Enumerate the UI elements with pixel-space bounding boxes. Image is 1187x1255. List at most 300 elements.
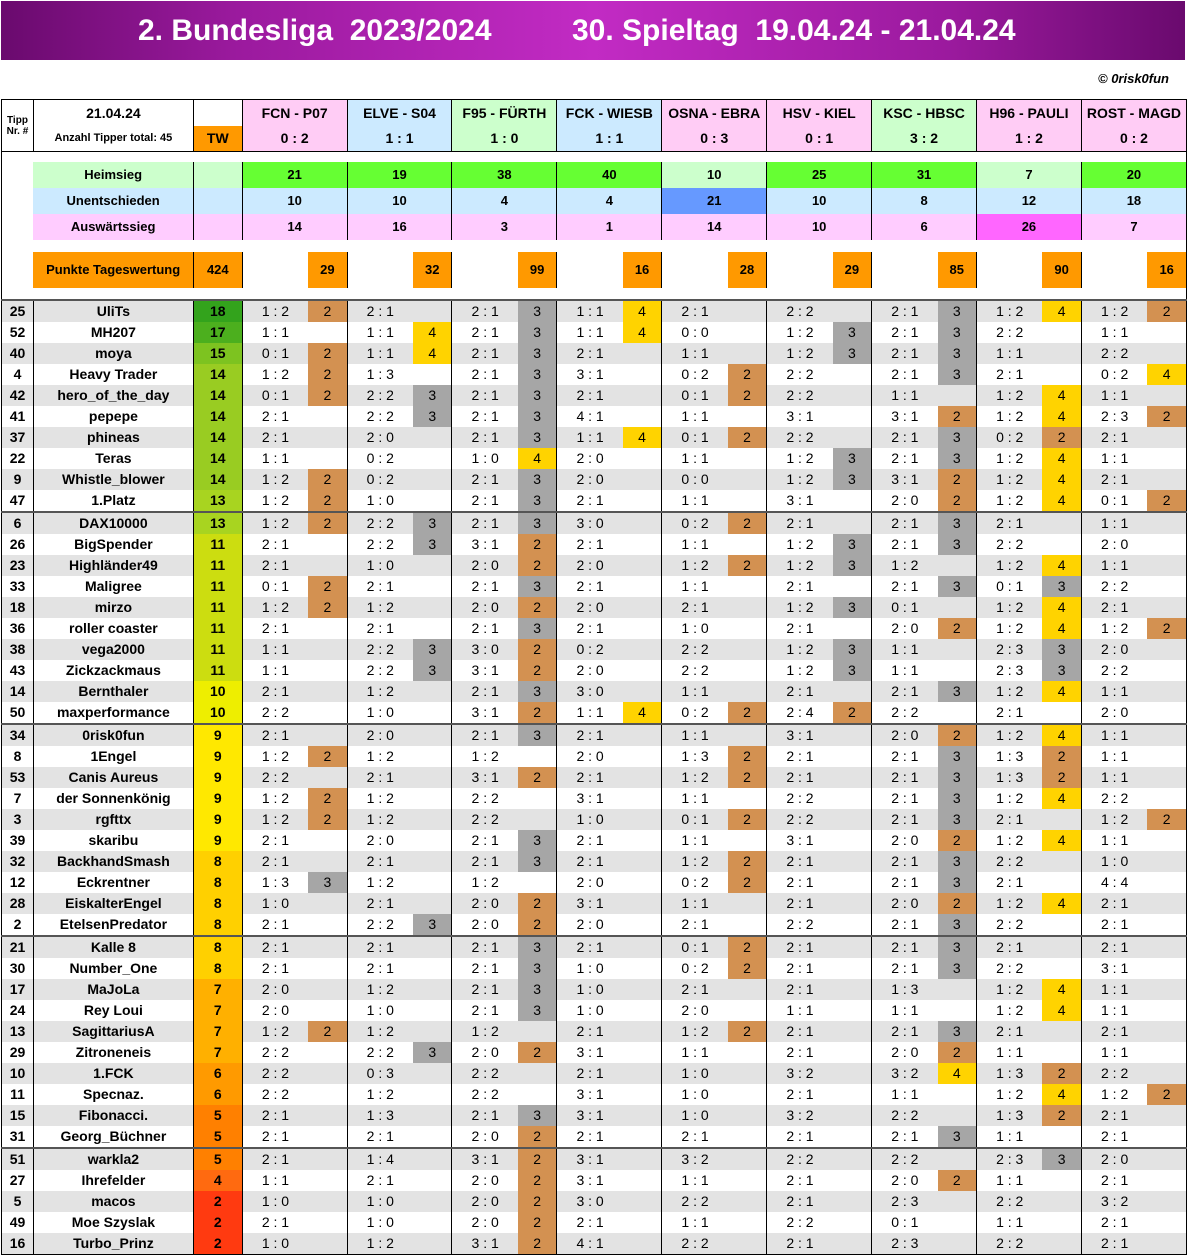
tipper-name: Canis Aureus	[33, 767, 193, 788]
tip-score: 2 : 1	[242, 534, 308, 555]
tip-points: 3	[518, 490, 557, 512]
tip-points: 2	[308, 512, 347, 534]
tip-points	[518, 1021, 557, 1042]
tip-score: 1 : 0	[347, 1000, 413, 1021]
punkte-match: 32	[413, 252, 452, 288]
tip-score: 2 : 1	[347, 576, 413, 597]
tip-score: 2 : 1	[767, 1191, 833, 1212]
tip-points: 4	[1042, 406, 1081, 427]
tip-score: 2 : 2	[1081, 788, 1147, 809]
tip-points	[1042, 322, 1081, 343]
tip-points	[413, 1084, 452, 1105]
tip-score: 2 : 1	[767, 872, 833, 893]
tip-points	[518, 788, 557, 809]
punkte-match: 90	[1042, 252, 1081, 288]
tip-points	[728, 1105, 767, 1126]
tip-score: 1 : 0	[557, 809, 623, 830]
tip-score: 3 : 0	[557, 681, 623, 702]
tip-points	[1147, 427, 1186, 448]
tip-score: 2 : 1	[767, 1042, 833, 1063]
tip-points: 2	[1147, 809, 1186, 830]
tip-points	[728, 597, 767, 618]
tipper-name: Zickzackmaus	[33, 660, 193, 681]
tip-score: 2 : 0	[872, 893, 938, 914]
punkte-match: 28	[728, 252, 767, 288]
tip-score: 2 : 2	[452, 1063, 518, 1084]
tip-score: 1 : 2	[242, 469, 308, 490]
tip-score: 2 : 2	[977, 1233, 1043, 1255]
tip-score: 2 : 0	[872, 1170, 938, 1191]
tip-points	[938, 1000, 977, 1021]
tip-score: 2 : 2	[767, 788, 833, 809]
tip-points	[1042, 512, 1081, 534]
tipper-name: Specnaz.	[33, 1084, 193, 1105]
tip-points	[623, 830, 662, 851]
tip-score: 0 : 2	[662, 872, 728, 893]
tipper-score: 5	[193, 1126, 242, 1148]
tip-score: 1 : 1	[1081, 1000, 1147, 1021]
tipper-score: 15	[193, 343, 242, 364]
tip-score: 3 : 1	[1081, 958, 1147, 979]
tip-score: 0 : 2	[347, 469, 413, 490]
tip-points	[413, 300, 452, 322]
tip-score: 2 : 2	[767, 427, 833, 448]
tip-points: 3	[518, 618, 557, 639]
tip-points: 2	[308, 788, 347, 809]
table-row	[2, 322, 1187, 343]
tip-points	[308, 406, 347, 427]
tip-points: 4	[518, 448, 557, 469]
tip-score: 0 : 1	[242, 343, 308, 364]
tipper-nr: 5	[2, 1191, 34, 1212]
tip-score: 2 : 1	[872, 448, 938, 469]
table-row	[2, 1233, 1187, 1255]
tip-points	[938, 639, 977, 660]
tip-score: 2 : 1	[347, 767, 413, 788]
tip-score: 2 : 1	[1081, 427, 1147, 448]
unentschieden-count: 4	[452, 188, 557, 214]
tip-score: 2 : 1	[662, 979, 728, 1000]
tip-score: 0 : 1	[662, 936, 728, 958]
tip-score: 1 : 2	[977, 788, 1043, 809]
table-row	[2, 830, 1187, 851]
tip-score: 1 : 1	[1081, 555, 1147, 576]
tip-score: 2 : 1	[872, 914, 938, 936]
tip-points: 4	[1147, 364, 1186, 385]
tip-points: 4	[1042, 724, 1081, 746]
tip-score: 2 : 0	[872, 724, 938, 746]
tip-points	[1042, 914, 1081, 936]
tip-score: 0 : 2	[1081, 364, 1147, 385]
tipper-name: Teras	[33, 448, 193, 469]
tip-points: 4	[1042, 490, 1081, 512]
tip-points: 2	[308, 597, 347, 618]
tip-points: 2	[1042, 1063, 1081, 1084]
tip-points	[308, 534, 347, 555]
tip-points: 2	[728, 851, 767, 872]
tip-score: 1 : 1	[557, 300, 623, 322]
tip-points: 4	[623, 300, 662, 322]
tip-points	[728, 681, 767, 702]
tipper-name: Maligree	[33, 576, 193, 597]
tip-points	[728, 300, 767, 322]
tip-points: 3	[518, 576, 557, 597]
tip-points	[413, 851, 452, 872]
table-row	[2, 914, 1187, 936]
tip-score: 2 : 1	[1081, 1233, 1147, 1255]
tip-points: 2	[728, 958, 767, 979]
tip-score: 1 : 1	[242, 448, 308, 469]
tip-score: 2 : 1	[872, 322, 938, 343]
tip-points: 2	[833, 702, 872, 724]
tip-score: 3 : 1	[557, 1105, 623, 1126]
tip-score: 1 : 2	[977, 1084, 1043, 1105]
auswaertssieg-count: 16	[347, 214, 452, 240]
tip-points	[833, 830, 872, 851]
tip-score: 2 : 2	[347, 406, 413, 427]
tip-points	[623, 872, 662, 893]
tip-points: 2	[1147, 618, 1186, 639]
unentschieden-count: 10	[767, 188, 872, 214]
tip-points	[833, 618, 872, 639]
tipper-score: 14	[193, 406, 242, 427]
tip-score: 2 : 2	[662, 639, 728, 660]
table-row	[2, 724, 1187, 746]
tip-score: 2 : 1	[872, 427, 938, 448]
tip-score: 2 : 1	[767, 1233, 833, 1255]
tip-points: 4	[1042, 385, 1081, 406]
tip-points: 3	[833, 639, 872, 660]
tip-points: 3	[518, 469, 557, 490]
tip-score: 1 : 0	[557, 958, 623, 979]
tip-points: 2	[518, 1233, 557, 1255]
tip-points	[833, 576, 872, 597]
tip-points	[938, 1191, 977, 1212]
tip-score: 3 : 0	[557, 512, 623, 534]
tip-points: 2	[308, 576, 347, 597]
tip-points	[413, 1170, 452, 1191]
tip-points	[308, 1148, 347, 1170]
tip-points	[833, 1212, 872, 1233]
tip-points: 2	[728, 702, 767, 724]
tipper-score: 8	[193, 893, 242, 914]
tip-points: 3	[518, 724, 557, 746]
tip-score: 2 : 2	[242, 767, 308, 788]
tip-score: 2 : 3	[977, 639, 1043, 660]
tip-points	[1147, 830, 1186, 851]
league-title: 2. Bundesliga 2023/2024	[138, 14, 492, 47]
tip-points	[623, 1105, 662, 1126]
tip-points	[1147, 469, 1186, 490]
tip-score: 2 : 1	[767, 576, 833, 597]
tip-points	[833, 1126, 872, 1148]
heimsieg-count: 20	[1081, 162, 1186, 188]
tip-score: 2 : 3	[977, 1148, 1043, 1170]
tip-points: 2	[308, 469, 347, 490]
tip-points: 2	[518, 1126, 557, 1148]
tip-points: 3	[518, 979, 557, 1000]
tip-points: 4	[1042, 788, 1081, 809]
tip-score: 3 : 2	[767, 1105, 833, 1126]
table-row	[2, 1148, 1187, 1170]
tip-score: 2 : 0	[557, 448, 623, 469]
tip-points	[1147, 702, 1186, 724]
tip-score: 1 : 1	[242, 660, 308, 681]
tipper-nr: 12	[2, 872, 34, 893]
tip-points	[938, 385, 977, 406]
tip-score: 1 : 2	[977, 555, 1043, 576]
tip-points	[308, 936, 347, 958]
tip-points	[1147, 534, 1186, 555]
tip-score: 1 : 1	[872, 1084, 938, 1105]
tip-points	[413, 1126, 452, 1148]
tip-points	[833, 1191, 872, 1212]
tipper-name: Highländer49	[33, 555, 193, 576]
tip-score: 2 : 1	[242, 618, 308, 639]
tip-score: 2 : 1	[872, 809, 938, 830]
tip-score: 2 : 1	[767, 936, 833, 958]
tip-points: 2	[308, 490, 347, 512]
tip-score: 2 : 1	[662, 914, 728, 936]
tip-points: 2	[728, 872, 767, 893]
tip-score: 2 : 2	[767, 1148, 833, 1170]
tip-score: 2 : 2	[767, 809, 833, 830]
tip-points	[1147, 660, 1186, 681]
tip-score: 1 : 2	[662, 851, 728, 872]
tip-score: 2 : 1	[557, 343, 623, 364]
tipper-nr: 31	[2, 1126, 34, 1148]
tip-points: 4	[1042, 1000, 1081, 1021]
tipper-nr: 51	[2, 1148, 34, 1170]
tip-points	[518, 1084, 557, 1105]
tip-score: 2 : 1	[452, 1105, 518, 1126]
tip-score: 2 : 2	[242, 1042, 308, 1063]
tip-score: 2 : 1	[347, 618, 413, 639]
tipper-name: Georg_Büchner	[33, 1126, 193, 1148]
tip-score: 2 : 0	[452, 1126, 518, 1148]
tip-score: 1 : 2	[977, 448, 1043, 469]
tipper-nr: 16	[2, 1233, 34, 1255]
tip-score: 2 : 1	[872, 958, 938, 979]
tip-points	[938, 1105, 977, 1126]
tip-score: 1 : 2	[767, 534, 833, 555]
tip-score: 2 : 1	[662, 300, 728, 322]
tip-points: 3	[938, 851, 977, 872]
date-label: 21.04.24	[33, 100, 193, 126]
tipper-score: 11	[193, 555, 242, 576]
tipper-nr: 43	[2, 660, 34, 681]
tip-points	[728, 893, 767, 914]
tip-points	[413, 1000, 452, 1021]
tip-score: 2 : 1	[662, 597, 728, 618]
tip-score: 2 : 1	[767, 1084, 833, 1105]
tip-points	[1042, 702, 1081, 724]
tip-points	[728, 406, 767, 427]
tip-score: 3 : 0	[557, 1191, 623, 1212]
tip-score: 1 : 2	[977, 724, 1043, 746]
tip-score: 1 : 0	[347, 555, 413, 576]
tip-points: 3	[1042, 660, 1081, 681]
tip-points	[623, 385, 662, 406]
tip-points: 3	[938, 576, 977, 597]
tip-points	[1147, 1233, 1186, 1255]
tip-points: 2	[728, 512, 767, 534]
tip-points	[938, 1084, 977, 1105]
tip-points	[728, 660, 767, 681]
tip-points: 3	[518, 851, 557, 872]
tip-score: 2 : 0	[557, 469, 623, 490]
table-row	[2, 979, 1187, 1000]
tip-points: 3	[938, 322, 977, 343]
tipper-nr: 7	[2, 788, 34, 809]
tip-points: 3	[518, 830, 557, 851]
tip-score: 1 : 2	[347, 1021, 413, 1042]
tip-score: 2 : 1	[977, 702, 1043, 724]
tip-points	[308, 1191, 347, 1212]
tipper-name: macos	[33, 1191, 193, 1212]
tip-points: 3	[1042, 576, 1081, 597]
tip-score: 0 : 3	[347, 1063, 413, 1084]
tip-points	[728, 576, 767, 597]
table-row	[2, 490, 1187, 512]
tip-points	[623, 639, 662, 660]
tipper-name: EtelsenPredator	[33, 914, 193, 936]
tw-header-top	[193, 100, 242, 126]
tip-score: 2 : 2	[767, 1212, 833, 1233]
tip-points	[623, 936, 662, 958]
table-row	[2, 512, 1187, 534]
tip-score: 2 : 1	[1081, 597, 1147, 618]
tipper-score: 8	[193, 936, 242, 958]
table-row	[2, 555, 1187, 576]
tip-score: 2 : 1	[872, 300, 938, 322]
tip-points: 2	[518, 1191, 557, 1212]
tip-points	[728, 1148, 767, 1170]
tip-points: 3	[518, 300, 557, 322]
tip-score: 1 : 1	[1081, 979, 1147, 1000]
tipper-nr: 38	[2, 639, 34, 660]
tip-points: 3	[938, 872, 977, 893]
tip-score: 3 : 1	[872, 469, 938, 490]
tip-score: 0 : 2	[662, 364, 728, 385]
tip-score: 2 : 2	[242, 1084, 308, 1105]
heimsieg-count: 40	[557, 162, 662, 188]
tip-score: 1 : 2	[1081, 300, 1147, 322]
table-row	[2, 343, 1187, 364]
table-row	[2, 746, 1187, 767]
tip-points: 3	[938, 746, 977, 767]
tip-score: 2 : 1	[452, 512, 518, 534]
tip-points	[1042, 1170, 1081, 1191]
tipper-score: 10	[193, 702, 242, 724]
tip-points	[413, 1063, 452, 1084]
tipper-name: phineas	[33, 427, 193, 448]
tip-points	[833, 1105, 872, 1126]
tip-score: 3 : 1	[452, 702, 518, 724]
tip-score: 2 : 1	[242, 914, 308, 936]
table-row	[2, 364, 1187, 385]
tipper-nr: 33	[2, 576, 34, 597]
tip-points: 2	[728, 746, 767, 767]
tip-points	[1147, 1170, 1186, 1191]
tip-points: 2	[938, 490, 977, 512]
tipper-nr: 36	[2, 618, 34, 639]
tip-score: 2 : 1	[557, 1021, 623, 1042]
tip-score: 2 : 2	[977, 534, 1043, 555]
tip-score: 2 : 1	[977, 364, 1043, 385]
tip-score: 2 : 1	[767, 851, 833, 872]
tip-points	[413, 427, 452, 448]
table-row	[2, 1021, 1187, 1042]
tip-points: 2	[1147, 490, 1186, 512]
tip-points	[728, 724, 767, 746]
tip-score: 2 : 2	[452, 1084, 518, 1105]
tip-score: 0 : 1	[662, 427, 728, 448]
tip-points	[728, 618, 767, 639]
tipper-nr: 17	[2, 979, 34, 1000]
tip-score: 2 : 2	[767, 914, 833, 936]
tipper-score: 7	[193, 1021, 242, 1042]
tip-points	[1042, 1212, 1081, 1233]
tip-score: 1 : 2	[767, 555, 833, 576]
tip-points: 3	[938, 448, 977, 469]
tip-score: 1 : 2	[977, 979, 1043, 1000]
tip-points	[623, 406, 662, 427]
table-row	[2, 660, 1187, 681]
tip-score: 0 : 2	[662, 702, 728, 724]
tip-points	[623, 555, 662, 576]
tip-points	[518, 746, 557, 767]
tip-score: 2 : 0	[662, 1000, 728, 1021]
tipper-name: mirzo	[33, 597, 193, 618]
tip-score: 1 : 2	[452, 746, 518, 767]
heimsieg-count: 10	[662, 162, 767, 188]
tipper-name: Fibonacci.	[33, 1105, 193, 1126]
tip-points	[623, 490, 662, 512]
tip-score: 2 : 2	[662, 1191, 728, 1212]
tip-score: 1 : 2	[977, 597, 1043, 618]
tip-score: 2 : 1	[347, 1126, 413, 1148]
tip-points: 3	[308, 872, 347, 893]
tip-points	[623, 1021, 662, 1042]
heimsieg-count: 21	[242, 162, 347, 188]
tip-score: 0 : 2	[662, 958, 728, 979]
tip-score: 1 : 2	[347, 788, 413, 809]
tip-score: 3 : 1	[872, 406, 938, 427]
tip-score: 2 : 0	[557, 914, 623, 936]
tip-score: 1 : 2	[977, 830, 1043, 851]
tip-score: 0 : 1	[662, 385, 728, 406]
tip-points: 3	[413, 660, 452, 681]
tipper-nr: 4	[2, 364, 34, 385]
tip-score: 2 : 0	[452, 597, 518, 618]
tip-score: 2 : 1	[242, 724, 308, 746]
auswaertssieg-count: 1	[557, 214, 662, 240]
table-row	[2, 851, 1187, 872]
tip-score: 1 : 2	[872, 555, 938, 576]
tip-points	[623, 1000, 662, 1021]
tip-score: 1 : 1	[347, 343, 413, 364]
tip-score: 2 : 3	[872, 1191, 938, 1212]
tipper-name: 0risk0fun	[33, 724, 193, 746]
tip-points	[308, 1084, 347, 1105]
tipper-nr: 3	[2, 809, 34, 830]
tipper-score: 11	[193, 534, 242, 555]
tip-score: 1 : 2	[977, 300, 1043, 322]
tip-points: 4	[1042, 830, 1081, 851]
tip-points: 3	[938, 1021, 977, 1042]
tip-points	[623, 724, 662, 746]
